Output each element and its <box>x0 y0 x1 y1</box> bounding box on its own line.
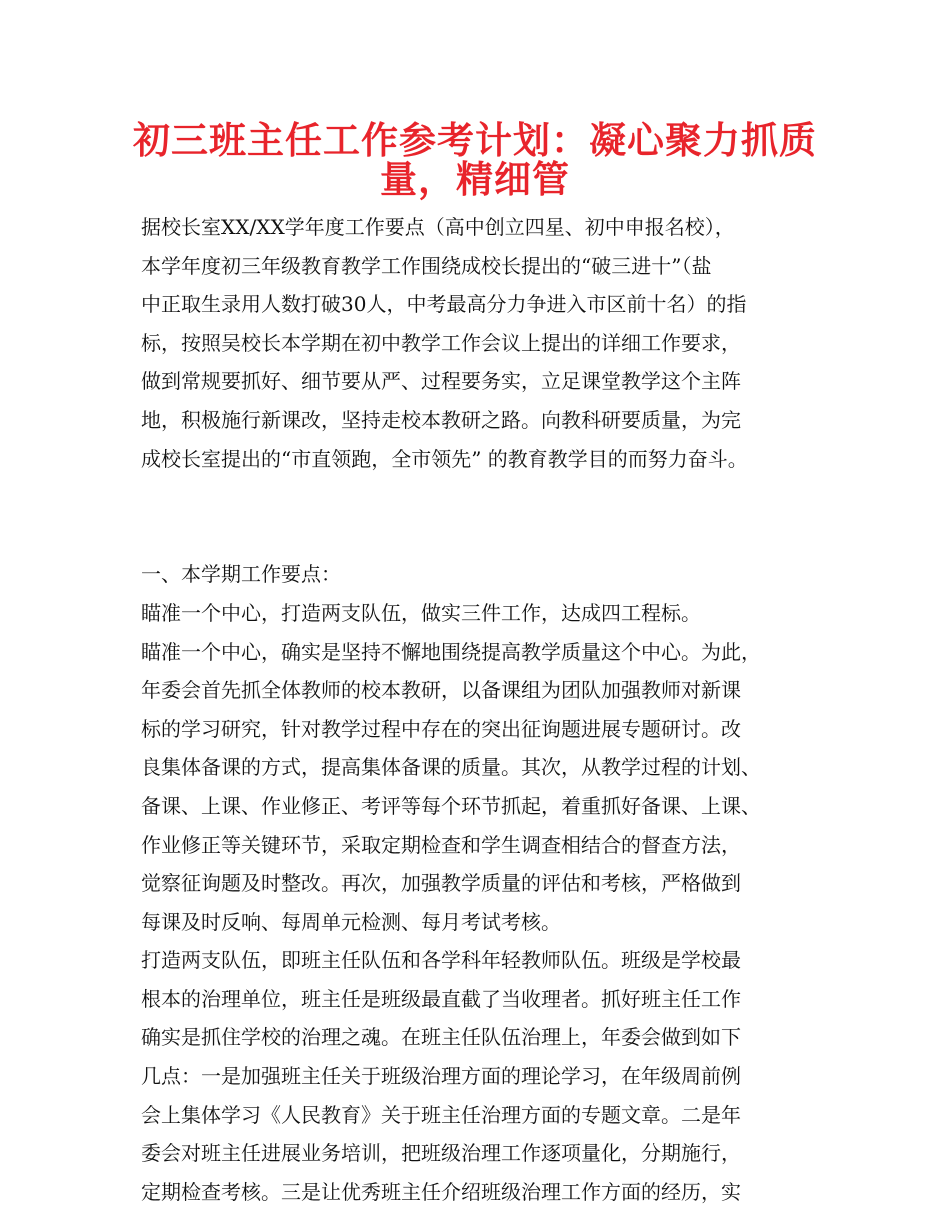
paragraph-line: 作业修正等关键环节，采取定期检查和学生调查相结合的督查方法， <box>141 832 741 857</box>
blank-line <box>141 517 821 556</box>
intro-line: 地，积极施行新课改，坚持走校本教研之路。向教科研要质量，为完 <box>141 407 741 432</box>
paragraph-line: 标的学习研究，针对教学过程中存在的突出征询题进展专题研讨。改 <box>141 716 741 741</box>
paragraph-line: 瞄准一个中心，确实是坚持不懈地围绕提高教学质量这个中心。为此， <box>141 639 761 664</box>
intro-line: 据校长室XX/XX学年度工作要点（高中创立四星、初中申报名校）， <box>141 215 735 239</box>
paragraph-two-teams <box>141 941 821 1211</box>
section-heading: 一、本学期工作要点： <box>141 562 341 587</box>
section-summary: 瞄准一个中心，打造两支队伍，做实三件工作，达成四工程标。 <box>141 600 701 625</box>
paragraph-line: 良集体备课的方式，提高集体备课的质量。其次，从教学过程的计划、 <box>141 755 761 780</box>
paragraph-line: 觉察征询题及时整改。再次，加强教学质量的评估和考核，严格做到 <box>141 871 741 896</box>
paragraph-line: 几点：一是加强班主任关于班级治理方面的理论学习，在年级周前例 <box>141 1064 741 1089</box>
intro-line: 成校长室提出的“市直领跑，全市领先” 的教育教学目的而努力奋斗。 <box>141 446 748 471</box>
title-line-2: 量，精细管 <box>380 157 570 201</box>
intro-line: 做到常规要抓好、细节要从严、过程要务实，立足课堂教学这个主阵 <box>141 369 741 394</box>
blank-line <box>141 478 821 517</box>
paragraph-line: 备课、上课、作业修正、考评等每个环节抓起，着重抓好备课、上课、 <box>141 793 761 818</box>
paragraph-line: 每课及时反响、每周单元检测、每月考试考核。 <box>141 909 561 934</box>
document-body <box>141 208 821 1211</box>
paragraph-line: 定期检查考核。三是让优秀班主任介绍班级治理工作方面的经历，实 <box>141 1179 741 1204</box>
paragraph-line: 确实是抓住学校的治理之魂。在班主任队伍治理上，年委会做到如下 <box>141 1025 741 1050</box>
paragraph-line: 打造两支队伍，即班主任队伍和各学科年轻教师队伍。班级是学校最 <box>141 948 741 973</box>
paragraph-line: 根本的治理单位，班主任是班级最直截了当收理者。抓好班主任工作 <box>141 986 741 1011</box>
document-title <box>120 118 830 201</box>
paragraph-line: 会上集体学习《人民教育》关于班主任治理方面的专题文章。二是年 <box>141 1102 741 1127</box>
title-line-1: 初三班主任工作参考计划：凝心聚力抓质 <box>133 119 817 162</box>
paragraph-line: 年委会首先抓全体教师的校本教研，以备课组为团队加强教师对新课 <box>141 678 741 703</box>
paragraph-line: 委会对班主任进展业务培训，把班级治理工作逐项量化，分期施行， <box>141 1141 741 1166</box>
intro-line: 本学年度初三年级教育教学工作围绕成校长提出的“破三进十”（盐 <box>141 253 712 278</box>
intro-line: 中正取生录用人数打破30人，中考最高分力争进入市区前十名）的指 <box>141 292 747 317</box>
intro-paragraph <box>141 208 821 478</box>
paragraph-center-focus <box>141 633 821 942</box>
intro-line: 标，按照吴校长本学期在初中教学工作会议上提出的详细工作要求， <box>141 330 741 355</box>
